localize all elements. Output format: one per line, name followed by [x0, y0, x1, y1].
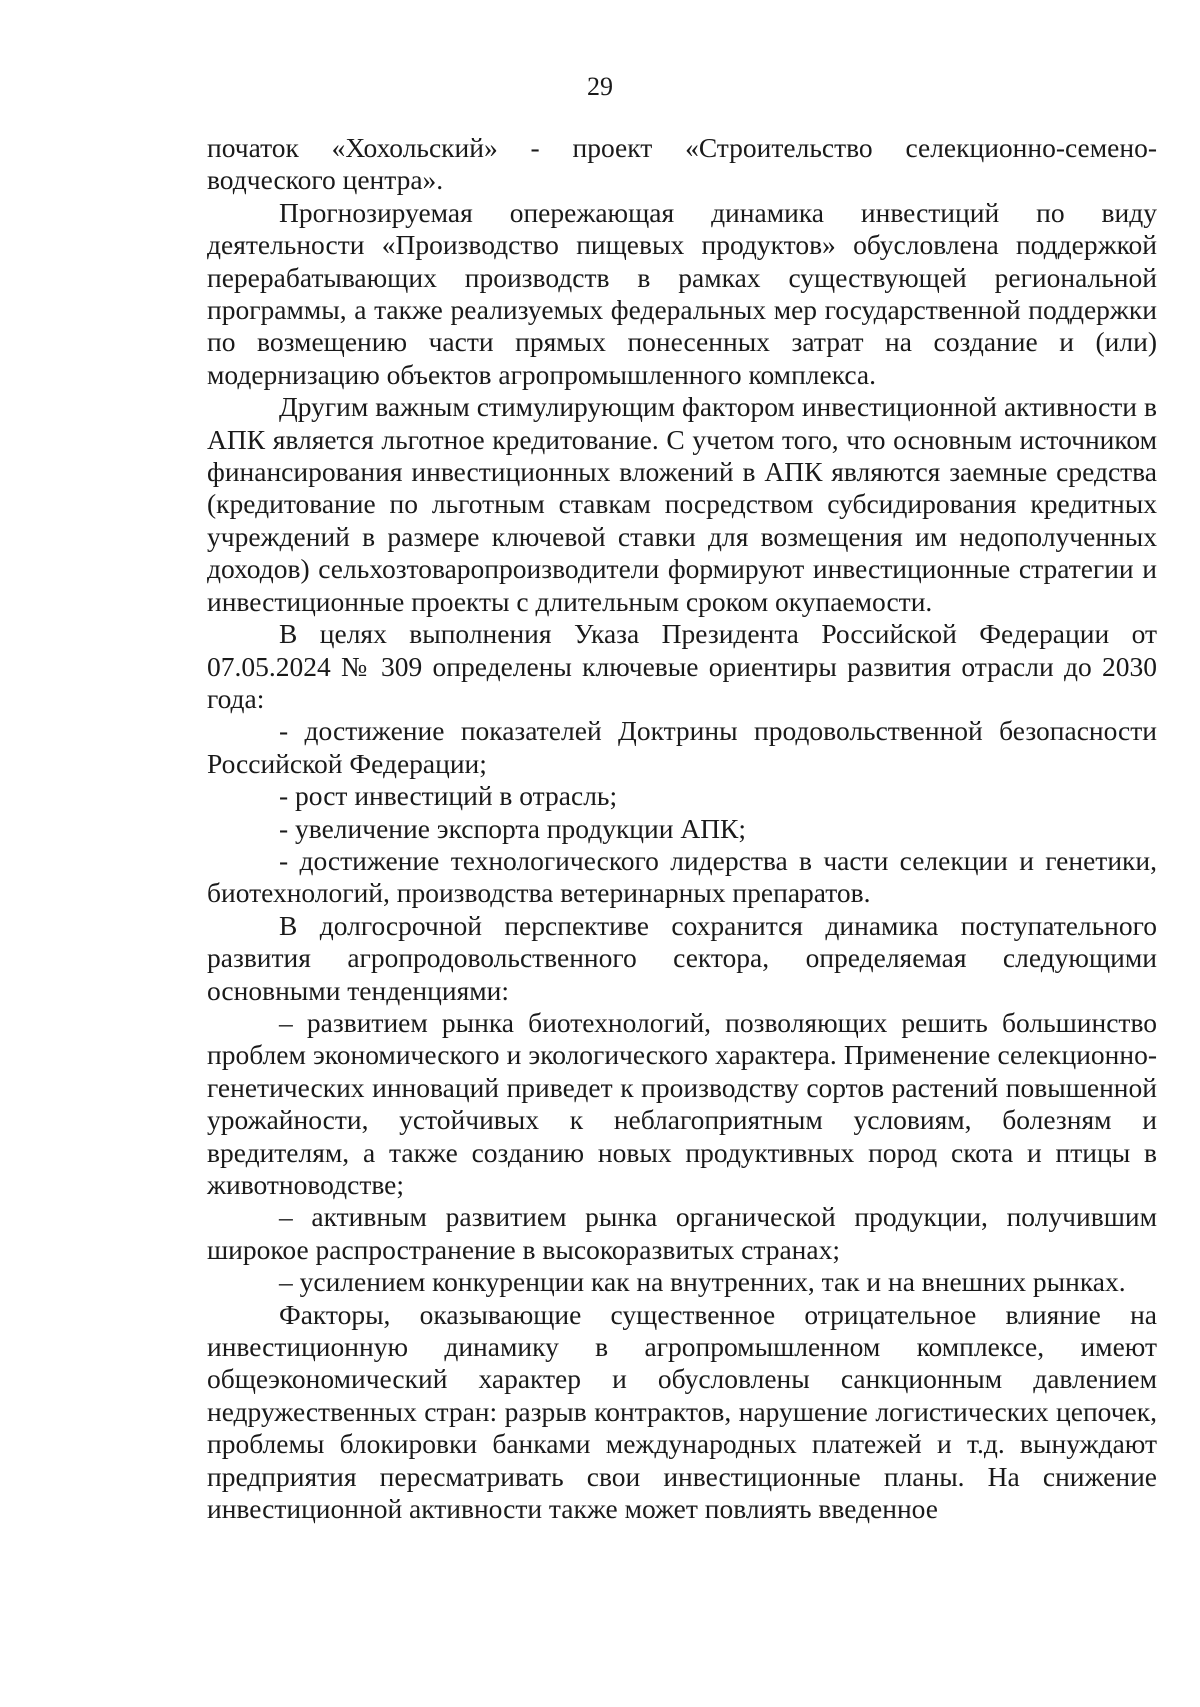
list-item: - увеличение экспорта продукции АПК; — [279, 812, 747, 844]
paragraph: Факторы, оказывающие существенное отрицательное влияние на инвестиционную динамику в агропромышленном комплексе, имеют общеэкономический характер и обусловлены санкционным давлением недружественных стран: разрыв контрактов, нарушение логистических цепочек, проблемы блокировки банками международных платежей и т.д. вынуждают предприятия пересматривать свои инвестиционные планы. На снижение инвестиционной активности также может повлиять введенное — [207, 1298, 1157, 1525]
paragraph: Прогнозируемая опережающая динамика инвестиций по виду деятельности «Производство пищевых продуктов» обусловлена поддержкой перерабатывающих производств в рамках существующей региональной программы, а также реализуемых федеральных мер государственной поддержки по возмещению части прямых понесенных затрат на создание и (или) модернизацию объектов агропромышленного комплекса. — [207, 196, 1157, 390]
paragraph-continuation — [207, 132, 1157, 197]
paragraph: Другим важным стимулирующим фактором инвестиционной активности в АПК является льготное кредитование. С учетом того, что основным источником финансирования инвестиционных вложений в АПК являются заемные средства (кредитование по льготным ставкам посредством субсидирования кредитных учреждений в размере ключевой ставки для возмещения им недополученных доходов) сельхозтоваропроизводители формируют инвестиционные стратегии и инвестиционные проекты с длительным сроком окупаемости. — [207, 391, 1157, 617]
list-item: – развитием рынка биотехнологий, позволяющих решить большинство проблем экономического и экологического характера. Применение селекционно-генетических инноваций приведет к производству сортов растений повышенной урожайности, устойчивых к неблагоприятным условиям, болезням и вредителям, а также созданию новых продуктивных пород скота и птицы в животноводстве; — [207, 1006, 1157, 1200]
list-item: – усилением конкуренции как на внутренних, так и на внешних рынках. — [279, 1266, 1126, 1298]
list-item: - рост инвестиций в отрасль; — [279, 780, 618, 812]
page-number: 29 — [587, 72, 613, 101]
paragraph: В долгосрочной перспективе сохранится динамика поступательного развития агропродовольственного сектора, определяемая следующими основными тенденциями: — [207, 909, 1157, 1006]
list-item: – активным развитием рынка органической продукции, получившим широкое распространение в высокоразвитых странах; — [207, 1201, 1157, 1265]
list-item: - достижение технологического лидерства в части селекции и генетики, биотехнологий, производства ветеринарных препаратов. — [207, 844, 1157, 909]
document-body — [207, 132, 1157, 1525]
paragraph-first-line: початок «Хохольский» - проект «Строительство селекционно-семено- — [207, 132, 1157, 163]
list-item: - достижение показателей Доктрины продовольственной безопасности Российской Федерации; — [207, 715, 1157, 779]
paragraph-rest: водческого центра». — [207, 164, 444, 196]
paragraph: В целях выполнения Указа Президента Российской Федерации от 07.05.2024 № 309 определены ключевые ориентиры развития отрасли до 2030 года: — [207, 618, 1157, 714]
